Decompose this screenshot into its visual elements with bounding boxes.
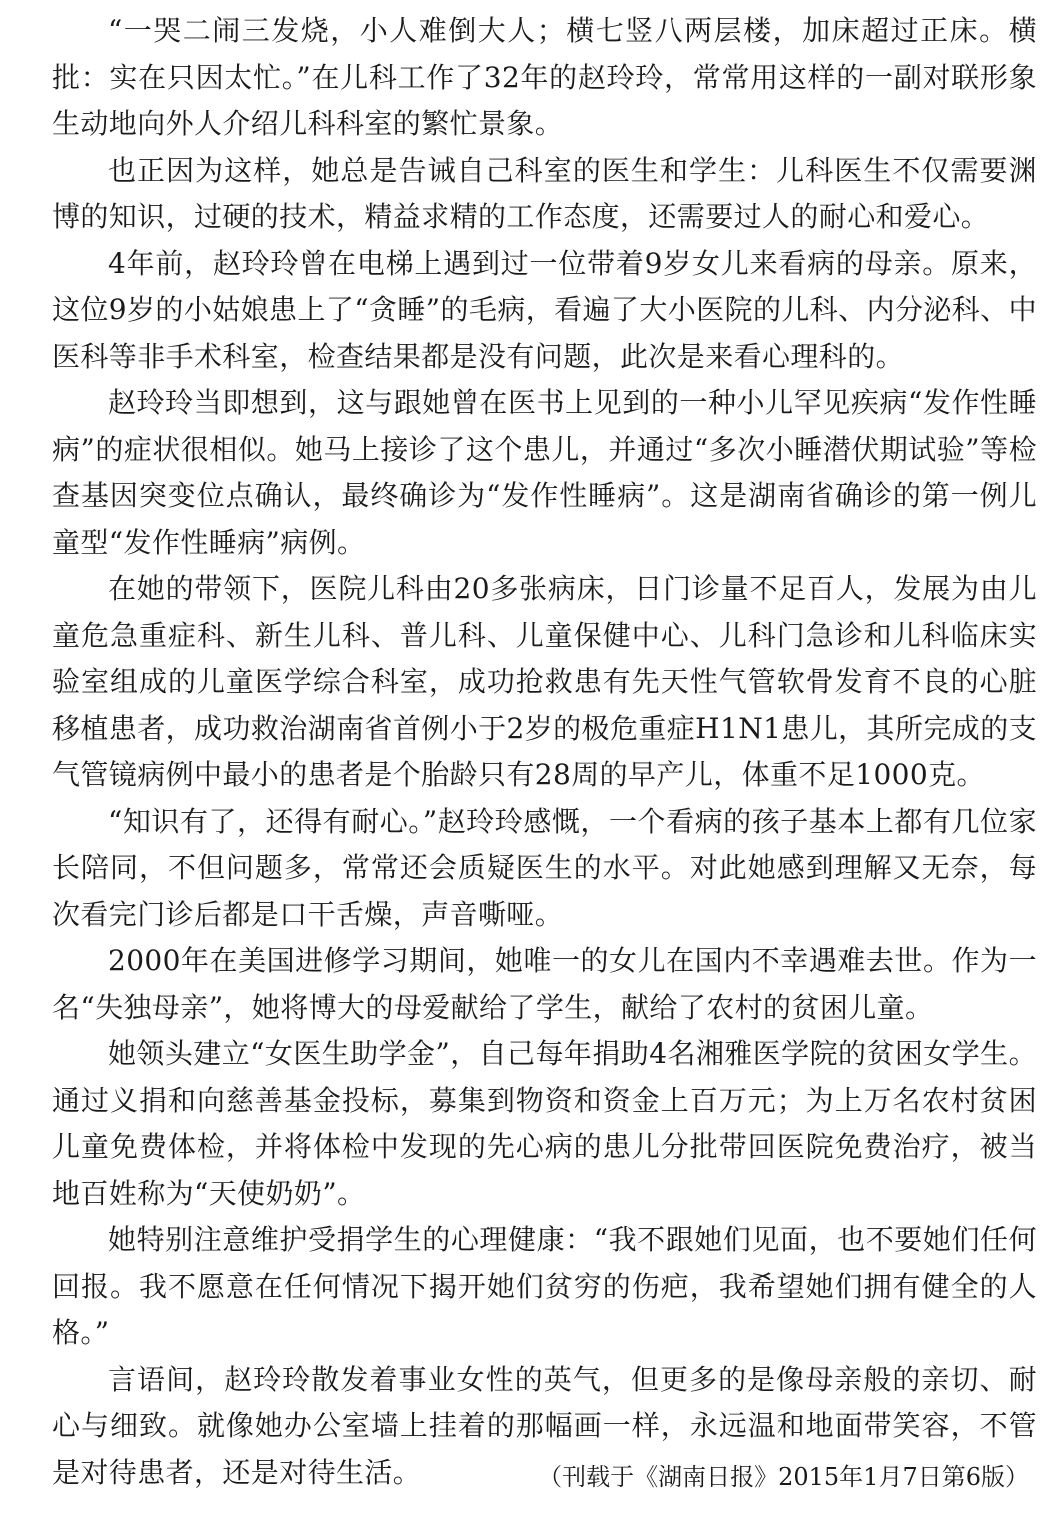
paragraph-4: 赵玲玲当即想到，这与跟她曾在医书上见到的一种小儿罕见疾病“发作性睡病”的症状很相似。她马上接诊了这个患儿，并通过“多次小睡潜伏期试验”等检查基因突变位点确认，最终确诊为“发作性睡病”。这是湖南省确诊的第一例儿童型“发作性睡病”病例。 bbox=[52, 386, 1037, 559]
paragraph-7: 2000年在美国进修学习期间，她唯一的女儿在国内不幸遇难去世。作为一名“失独母亲”，她将博大的母爱献给了学生，献给了农村的贫困儿童。 bbox=[52, 944, 1037, 1024]
paragraph-10: 言语间，赵玲玲散发着事业女性的英气，但更多的是像母亲般的亲切、耐心与细致。就像她办公室墙上挂着的那幅画一样，永远温和地面带笑容，不管是对待患者，还是对待生活。 bbox=[52, 1362, 1037, 1489]
paragraph-5: 在她的带领下，医院儿科由20多张病床，日门诊量不足百人，发展为由儿童危急重症科、新生儿科、普儿科、儿童保健中心、儿科门急诊和儿科临床实验室组成的儿童医学综合科室，成功抢救患有先天性气管软骨发育不良的心脏移植患者，成功救治湖南省首例小于2岁的极危重症H1N1患儿，其所完成的支气管镜病例中最小的患者是个胎龄只有28周的早产儿，体重不足1000克。 bbox=[52, 572, 1037, 791]
paragraph-2: 也正因为这样，她总是告诫自己科室的医生和学生：儿科医生不仅需要渊博的知识，过硬的技术，精益求精的工作态度，还需要过人的耐心和爱心。 bbox=[52, 153, 1037, 233]
source-citation: （刊载于《湖南日报》2015年1月7日第6版） bbox=[538, 1463, 1029, 1491]
article-body bbox=[52, 8, 1037, 1496]
paragraph-3: 4年前，赵玲玲曾在电梯上遇到过一位带着9岁女儿来看病的母亲。原来，这位9岁的小姑娘患上了“贪睡”的毛病，看遍了大小医院的儿科、内分泌科、中医科等非手术科室，检查结果都是没有问题，此次是来看心理科的。 bbox=[52, 246, 1037, 373]
paragraph-9: 她特别注意维护受捐学生的心理健康：“我不跟她们见面，也不要她们任何回报。我不愿意在任何情况下揭开她们贫穷的伤疤，我希望她们拥有健全的人格。” bbox=[52, 1223, 1037, 1349]
paragraph-8: 她领头建立“女医生助学金”，自己每年捐助4名湘雅医学院的贫困女学生。通过义捐和向慈善基金投标，募集到物资和资金上百万元；为上万名农村贫困儿童免费体检，并将体检中发现的先心病的患儿分批带回医院免费治疗，被当地百姓称为“天使奶奶”。 bbox=[52, 1037, 1037, 1210]
paragraph-1: “一哭二闹三发烧，小人难倒大人；横七竖八两层楼，加床超过正床。横批：实在只因太忙。”在儿科工作了32年的赵玲玲，常常用这样的一副对联形象生动地向外人介绍儿科科室的繁忙景象。 bbox=[52, 14, 1037, 140]
paragraph-6: “知识有了，还得有耐心。”赵玲玲感慨，一个看病的孩子基本上都有几位家长陪同，不但问题多，常常还会质疑医生的水平。对此她感到理解又无奈，每次看完门诊后都是口干舌燥，声音嘶哑。 bbox=[52, 804, 1037, 931]
